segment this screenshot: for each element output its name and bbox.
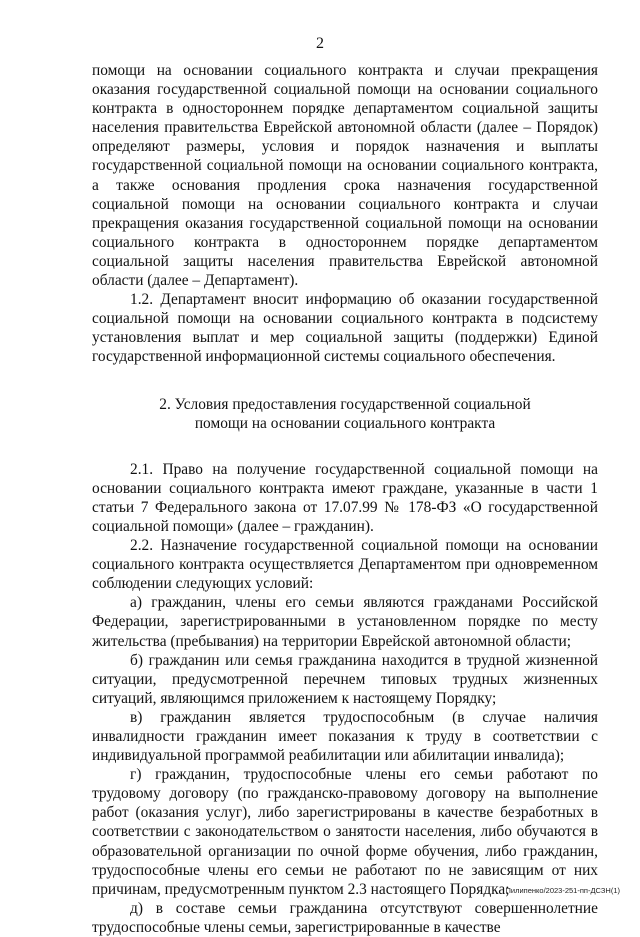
- list-item-b: б) гражданин или семья гражданина находится в трудной жизненной ситуации, предусмотренной перечнем типовых трудных жизненных ситуаций, являющимся приложением к настоящему Порядку;: [92, 651, 598, 707]
- paragraph-1-2: 1.2. Департамент вносит информацию об оказании государственной социальной помощи на основании социального контракта в подсистему установления выплат и мер социальной защиты (поддержки) Единой государственной информационной системы социального обеспечения.: [92, 291, 598, 366]
- page-number: 2: [316, 35, 324, 52]
- list-item-a: а) гражданин, члены его семьи являются гражданами Российской Федерации, зарегистрированными в установленном порядке по месту жительства (пребывания) на территории Еврейской автономной области;: [92, 594, 598, 650]
- paragraph-2-1: 2.1. Право на получение государственной социальной помощи на основании социального контракта имеют граждане, указанные в части 1 статьи 7 Федерального закона от 17.07.99 № 178-ФЗ «О государственной социальной помощи» (далее – гражданин).: [92, 460, 598, 535]
- paragraph-continuation: помощи на основании социального контракта и случаи прекращения оказания государственной социальной помощи на основании социального контракта в одностороннем порядке департаментом социальной защиты населения правительства Еврейской автономной области (далее – Порядок) определяют размеры, условия и порядок назначения и выплаты государственной социальной помощи на основании социального контракта, а также основания продления срока назначения государственной социальной помощи на основании социального контракта и случаи прекращения оказания государственной социальной помощи на основании социального контракта в одностороннем порядке департаментом социальной защиты населения правительства Еврейской автономной области (далее – Департамент).: [92, 62, 598, 290]
- document-code: Пилипенко/2023-251-пп-ДСЗН(1): [505, 886, 620, 895]
- document-body: [92, 61, 598, 937]
- list-item-d: д) в составе семьи гражданина отсутствуют совершеннолетние трудоспособные члены семьи, зарегистрированные в качестве: [92, 899, 598, 936]
- list-item-g: г) гражданин, трудоспособные члены его семьи работают по трудовому договору (по гражданско-правовому договору на выполнение работ (оказания услуг), либо зарегистрированы в качестве безработных в соответствии с законодательством о занятости населения, либо обучаются в образовательной организации по очной форме обучения, либо гражданин, трудоспособные члены его семьи не работают по не зависящим от них причинам, предусмотренным пунктом 2.3 настоящего Порядка;: [92, 766, 598, 898]
- section-heading-line-2: помощи на основании социального контракта: [194, 414, 496, 432]
- list-item-v: в) гражданин является трудоспособным (в случае наличия инвалидности гражданин имеет показания к труду в соответствии с индивидуальной программой реабилитации или абилитации инвалида);: [92, 708, 598, 765]
- paragraph-2-2: 2.2. Назначение государственной социальной помощи на основании социального контракта осуществляется Департаментом при одновременном соблюдении следующих условий:: [92, 537, 598, 593]
- section-heading: [92, 395, 598, 433]
- section-heading-line-1: 2. Условия предоставления государственной социальной: [159, 395, 531, 413]
